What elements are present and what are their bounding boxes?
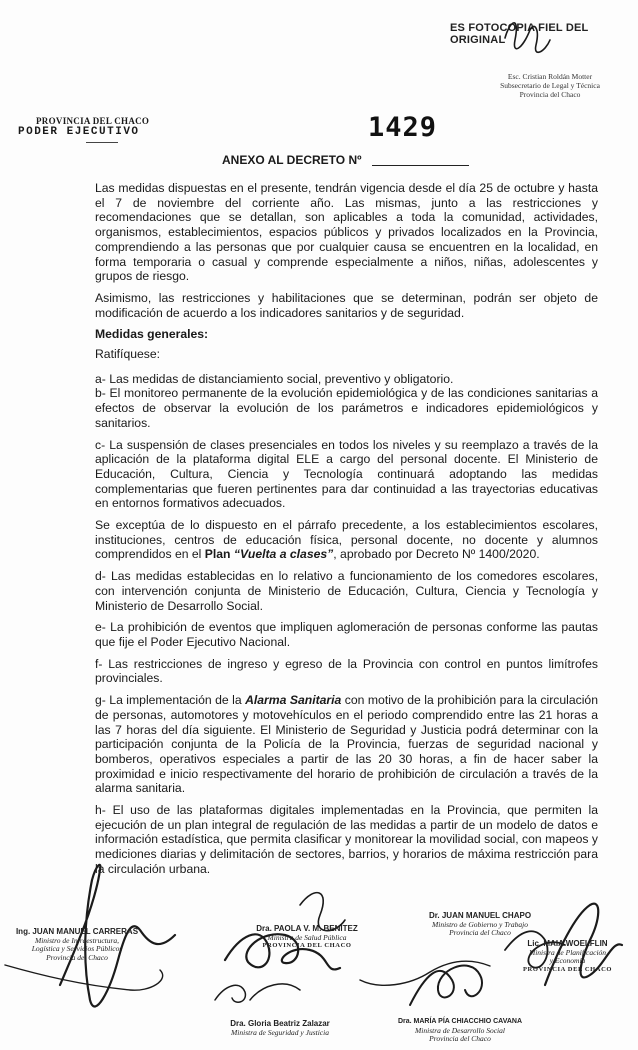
item-e: e- La prohibición de eventos que impliquen aglomeración de personas conforme las pautas que fije el Poder Ejecutivo Nacional. bbox=[95, 620, 598, 649]
stamp-signatory bbox=[480, 72, 620, 99]
item-g-intro: g- La implementación de la bbox=[95, 693, 246, 708]
exception-paragraph bbox=[95, 518, 598, 562]
signature-chiacchio bbox=[385, 1018, 535, 1044]
signatory-role: Provincia del Chaco bbox=[429, 1034, 491, 1043]
signature-chapo bbox=[405, 912, 555, 938]
signatory-name: Lic. MAIA WOELFLIN bbox=[527, 939, 608, 948]
ratify-line: Ratifíquese: bbox=[95, 347, 161, 362]
signatory-role: Ministra de Planificación bbox=[528, 947, 607, 957]
signatory-role: Logística y Servicios Públicos bbox=[31, 944, 123, 953]
item-g bbox=[95, 693, 598, 796]
decree-body bbox=[95, 181, 598, 884]
annex-title: ANEXO AL DECRETO Nº bbox=[222, 153, 362, 167]
signatory-role: Ministra de Desarrollo Social bbox=[415, 1025, 505, 1035]
exception-text: Se exceptúa de lo dispuesto en el párrafo precedente, a los establecimientos escolares, instituciones, centros de educación física, personal docente, no docente y alumnos comprendidos en el bbox=[95, 518, 598, 562]
modification-paragraph: Asimismo, las restricciones y habilitaciones que se determinan, podrán ser objeto de modificación de acuerdo a los indicadores sanitarios y de seguridad. bbox=[95, 290, 598, 320]
item-f: f- Las restricciones de ingreso y egreso de la Provincia con control en puntos limítrofes provinciales. bbox=[95, 656, 598, 686]
annex-number-line bbox=[372, 165, 469, 166]
item-g-text: con motivo de la prohibición para la circulación de personas, automotores y motovehículos en el periodo comprendido entre las 21 horas a las 7 horas del día siguiente. El Ministerio de Seguridad y Justicia podrá determinar con la participación conjunta de la Policía de la Provincia, fuerzas de seguridad nacional y bomberos, operativos especiales a partir de las 20 30 horas, a fin de hacer saber la proximidad e inicio respectivamente del horario de prohibición de circulación a través de la alarma sanitaria. bbox=[95, 693, 598, 796]
plan-name: “Vuelta a clases” bbox=[233, 547, 334, 562]
signatory-name: Dra. PAOLA V. M. BENITEZ bbox=[256, 924, 358, 933]
signatory-role: Provincia del Chaco bbox=[46, 952, 108, 962]
signatory-role: PROVINCIA DEL CHACO bbox=[262, 942, 352, 949]
signatory-role: Ministro de Infraestructura, bbox=[34, 935, 120, 945]
signatory-role: PROVINCIA DEL CHACO bbox=[522, 965, 613, 973]
item-b: b- El monitoreo permanente de la evolución epidemiológica y de las condiciones sanitarias a efectos de observar la evolución de los parámetros e indicadores epidemiológicos y sanitarios. bbox=[95, 386, 598, 430]
stamp-signatory-name: Esc. Cristian Roldán Motter bbox=[507, 72, 593, 81]
alarm-term: Alarma Sanitaria bbox=[245, 693, 342, 708]
intro-paragraph: Las medidas dispuestas en el presente, tendrán vigencia desde el día 25 de octubre y hasta el 7 de noviembre del corriente año. Las mismas, junto a las restricciones y recomendaciones que se detallan, son aplicables a toda la comunidad, actividades, organismos, establecimientos, espacios públicos y privados localizados en la Provincia, comprendiendo a las personas que por cualquier causa se encuentren en la localidad, en forma temporaria o casual y comprende especialmente a niños, niñas, adolescentes y grupos de riesgo. bbox=[95, 181, 598, 284]
exception-decree: , aprobado por Decreto Nº 1400/2020. bbox=[333, 547, 540, 562]
signature-carreras bbox=[2, 928, 152, 962]
signatory-role: Provincia del Chaco bbox=[449, 928, 511, 937]
signatory-role: Ministra de Seguridad y Justicia bbox=[231, 1027, 329, 1037]
signature-benitez bbox=[232, 925, 382, 951]
stamp-signatory-role: Subsecretario de Legal y Técnica bbox=[500, 81, 600, 90]
item-h: h- El uso de las plataformas digitales implementadas en la Provincia, que permiten la ejecución de un plan integral de regulación de las medidas a partir de un modelo de datos e información estadística, que permita clasificar y monitorear la movilidad social, con mapeos y mediciones diarias y delimitación de sectores, barrios, y horarios de máxima restricción para la circulación urbana. bbox=[95, 803, 598, 876]
zalazar-signature bbox=[215, 984, 300, 1002]
signatory-role: Ministro de Gobierno y Trabajo bbox=[432, 919, 528, 929]
item-d: d- Las medidas establecidas en lo relativo a funcionamiento de los comedores escolares, con intervención conjunta de Ministerio de Educación, Cultura, Ciencia y Tecnología y Ministerio de Desarrollo Social. bbox=[95, 569, 598, 613]
plan-label: Plan bbox=[204, 547, 234, 562]
item-c: c- La suspensión de clases presenciales en todos los niveles y su reemplazo a través de la aplicación de la plataforma digital ELE a cargo del personal docente. El Ministerio de Educación, Cultura, Ciencia y Tecnología continuará adoptando las medidas complementarias que fueren pertinentes para dar continuidad a las trayectorias educativas en entornos formativos adecuados. bbox=[95, 437, 598, 511]
executive-heading: PODER EJECUTIVO bbox=[18, 126, 140, 138]
chiacchio-signature-flourish bbox=[360, 961, 490, 985]
item-a: a- Las medidas de distanciamiento social, preventivo y obligatorio. bbox=[95, 371, 454, 386]
signatory-role: y Economía bbox=[549, 956, 586, 965]
signatory-role: Ministra de Salud Pública bbox=[267, 932, 347, 942]
signatory-name: Ing. JUAN MANUEL CARRERAS bbox=[15, 927, 139, 936]
signature-zalazar bbox=[205, 1020, 355, 1037]
signatory-name: Dra. MARÍA PÍA CHIACCHIO CAVANA bbox=[397, 1018, 523, 1025]
decree-number: 1429 bbox=[368, 112, 438, 143]
carreras-signature-tail bbox=[5, 965, 163, 990]
general-measures-heading: Medidas generales: bbox=[95, 327, 209, 342]
header-divider bbox=[86, 142, 118, 143]
signature-woelflin bbox=[500, 940, 635, 974]
signatory-name: Dr. JUAN MANUEL CHAPO bbox=[428, 911, 532, 920]
signatory-name: Dra. Gloria Beatriz Zalazar bbox=[230, 1019, 330, 1028]
chiacchio-signature bbox=[410, 966, 482, 1005]
stamp-signatory-province: Provincia del Chaco bbox=[519, 90, 581, 99]
certification-stamp: ES FOTOCOPIA FIEL DEL ORIGINAL bbox=[450, 22, 589, 46]
province-heading: PROVINCIA DEL CHACO bbox=[36, 116, 150, 126]
